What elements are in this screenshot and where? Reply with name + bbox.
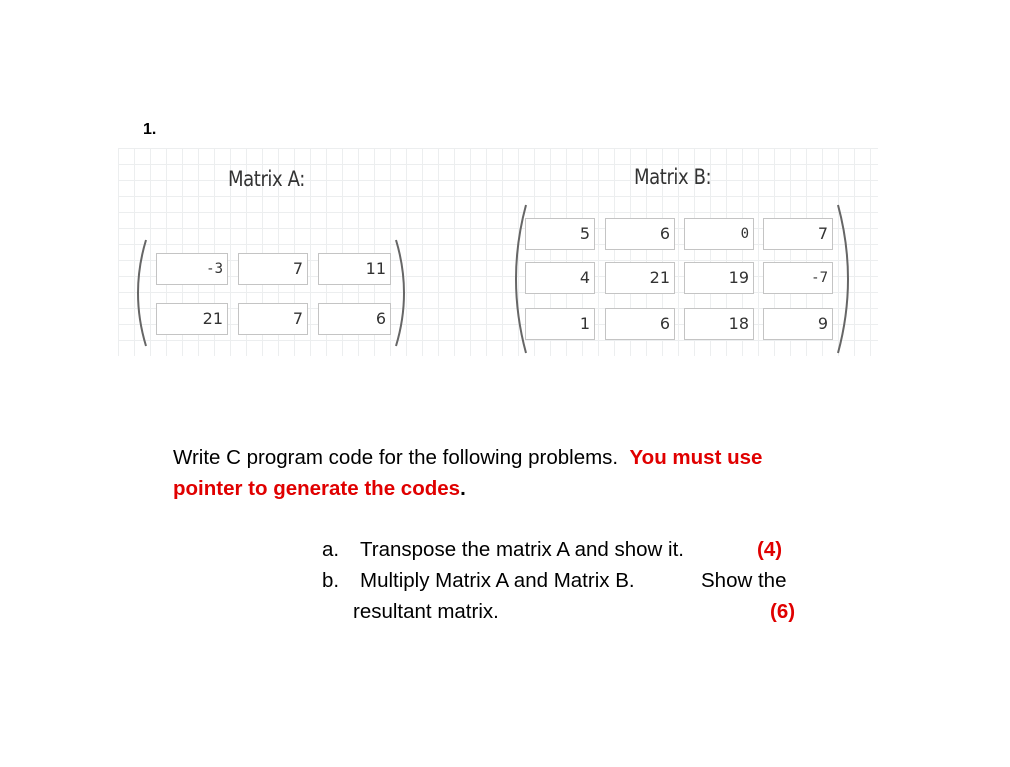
matrix-a-cell: 21 bbox=[156, 303, 228, 335]
matrix-b-cell: 4 bbox=[525, 262, 595, 294]
task-a-marker: a. bbox=[322, 538, 340, 561]
matrix-b-label: Matrix B: bbox=[634, 165, 712, 189]
instruction-paragraph bbox=[173, 442, 873, 504]
matrix-a-left-bracket bbox=[126, 238, 150, 348]
task-b-text-tail: Show the bbox=[701, 569, 787, 592]
task-b-marker: b. bbox=[322, 569, 340, 592]
task-b-text: Multiply Matrix A and Matrix B. bbox=[360, 569, 635, 592]
matrix-a-cell: 11 bbox=[318, 253, 391, 285]
matrix-b-cell: 21 bbox=[605, 262, 675, 294]
matrix-b-cell: 18 bbox=[684, 308, 754, 340]
instruction-emphasis: You must use bbox=[629, 446, 763, 469]
matrix-a-label: Matrix A: bbox=[228, 167, 305, 191]
task-a-text: Transpose the matrix A and show it. bbox=[360, 538, 684, 561]
matrix-b-cell: -7 bbox=[763, 262, 833, 294]
question-number: 1. bbox=[143, 121, 157, 138]
matrix-b-cell: 9 bbox=[763, 308, 833, 340]
instruction-period: . bbox=[460, 477, 466, 500]
matrix-a-cell: 7 bbox=[238, 303, 308, 335]
matrix-a-cell: 6 bbox=[318, 303, 391, 335]
matrix-b-right-bracket bbox=[834, 203, 860, 355]
matrix-b-cell: 6 bbox=[605, 218, 675, 250]
instruction-text: Write C program code for the following problems. bbox=[173, 446, 619, 469]
matrix-a-cell: -3 bbox=[156, 253, 228, 285]
matrix-b-cell: 5 bbox=[525, 218, 595, 250]
task-b-continuation: resultant matrix. bbox=[353, 600, 499, 623]
matrix-b-cell: 19 bbox=[684, 262, 754, 294]
instruction-emphasis-continued: pointer to generate the codes bbox=[173, 477, 461, 500]
task-b-marks: (6) bbox=[770, 600, 796, 623]
matrix-a-right-bracket bbox=[392, 238, 416, 348]
matrix-a-cell: 7 bbox=[238, 253, 308, 285]
matrix-b-cell: 1 bbox=[525, 308, 595, 340]
matrix-b-cell: 0 bbox=[684, 218, 754, 250]
matrix-b-cell: 7 bbox=[763, 218, 833, 250]
matrix-b-cell: 6 bbox=[605, 308, 675, 340]
task-a-marks: (4) bbox=[757, 538, 783, 561]
